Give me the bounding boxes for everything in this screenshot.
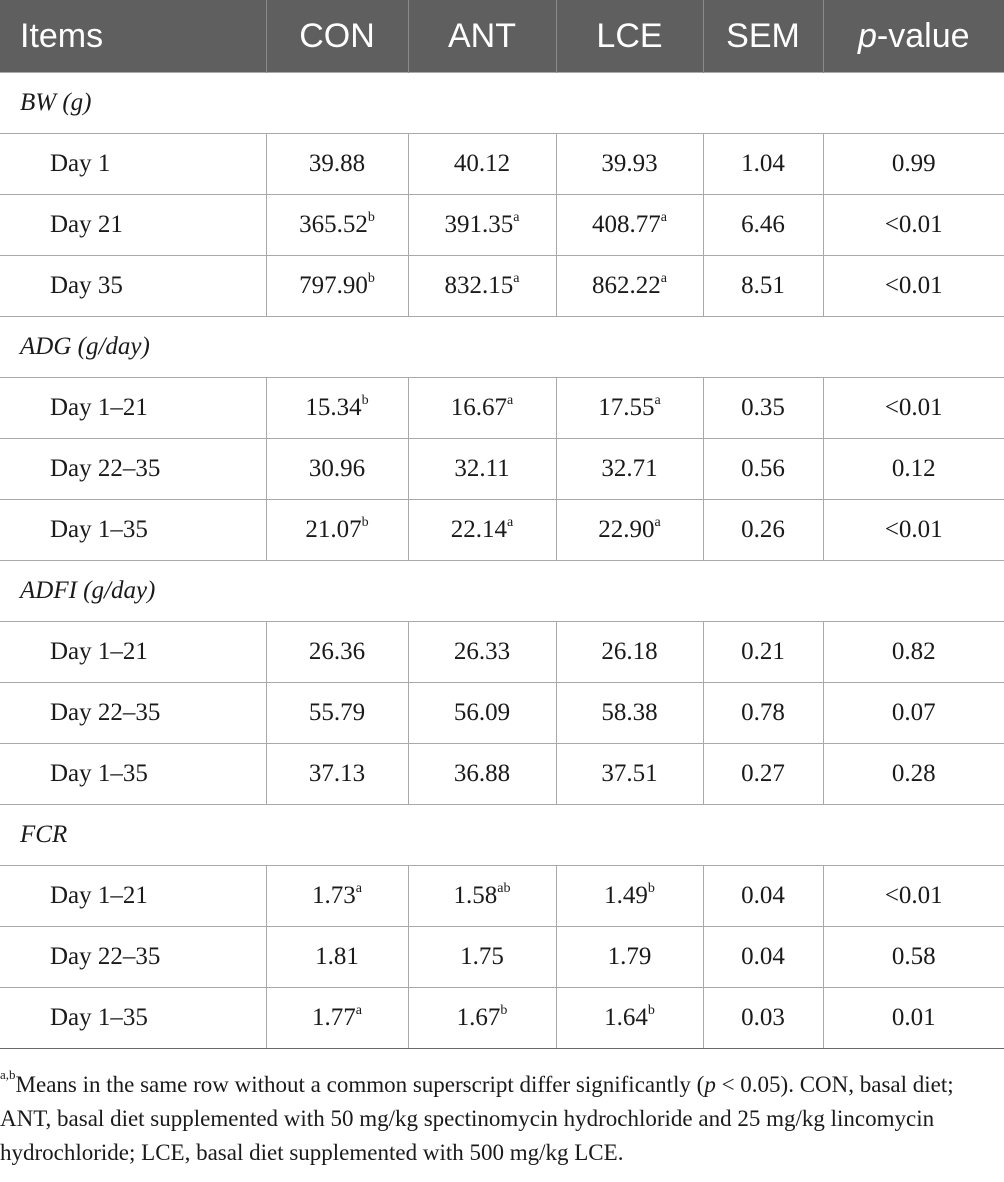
cell-sem-value: 0.78 bbox=[741, 699, 785, 726]
cell-item bbox=[0, 988, 266, 1049]
cell-ant-value: 1.67 bbox=[456, 1004, 501, 1031]
cell-lce-value: 32.71 bbox=[601, 455, 658, 482]
cell-ant-superscript: b bbox=[500, 1003, 508, 1018]
cell-lce-superscript: a bbox=[654, 515, 661, 530]
cell-ant-value: 40.12 bbox=[453, 150, 511, 177]
footnote-text-1: Means in the same row without a common superscript differ significantly ( bbox=[15, 1072, 705, 1097]
cell-item bbox=[0, 500, 266, 561]
cell-ant bbox=[408, 134, 556, 195]
cell-lce-value: 408.77 bbox=[592, 211, 661, 238]
group-row bbox=[0, 805, 1004, 866]
cell-ant-value: 56.09 bbox=[453, 699, 511, 726]
cell-lce-superscript: b bbox=[647, 1003, 655, 1018]
group-row bbox=[0, 561, 1004, 622]
cell-ant-superscript: ab bbox=[497, 881, 511, 896]
cell-con-value: 30.96 bbox=[308, 455, 366, 482]
cell-lce-value: 26.18 bbox=[601, 638, 658, 665]
cell-ant-value: 391.35 bbox=[444, 211, 514, 238]
cell-p-value bbox=[823, 866, 1004, 927]
cell-p-value-value: 0.01 bbox=[891, 1004, 936, 1031]
cell-sem-value: 1.04 bbox=[741, 150, 785, 177]
group-row bbox=[0, 317, 1004, 378]
cell-con bbox=[266, 134, 408, 195]
cell-p-value bbox=[823, 622, 1004, 683]
cell-ant-value: 36.88 bbox=[453, 760, 511, 787]
cell-p-value bbox=[823, 744, 1004, 805]
cell-item-value: Day 1–21 bbox=[50, 638, 148, 665]
cell-lce bbox=[556, 927, 703, 988]
cell-con bbox=[266, 744, 408, 805]
header-con: CON bbox=[266, 0, 408, 73]
header-p-rest: -value bbox=[876, 16, 970, 55]
cell-lce bbox=[556, 988, 703, 1049]
cell-item-value: Day 1–35 bbox=[50, 760, 148, 787]
cell-lce bbox=[556, 866, 703, 927]
group-label: ADFI (g/day) bbox=[0, 561, 1004, 622]
cell-p-value-value: <0.01 bbox=[884, 394, 943, 421]
cell-lce bbox=[556, 500, 703, 561]
cell-p-value-value: <0.01 bbox=[884, 516, 943, 543]
cell-item bbox=[0, 683, 266, 744]
cell-ant bbox=[408, 744, 556, 805]
cell-ant bbox=[408, 622, 556, 683]
header-p-italic: p bbox=[857, 16, 877, 55]
cell-con bbox=[266, 378, 408, 439]
table-row bbox=[0, 500, 1004, 561]
cell-p-value bbox=[823, 195, 1004, 256]
header-sem: SEM bbox=[703, 0, 823, 73]
cell-ant bbox=[408, 500, 556, 561]
cell-con-superscript: a bbox=[355, 881, 362, 896]
cell-sem bbox=[703, 195, 823, 256]
cell-sem bbox=[703, 683, 823, 744]
cell-sem-value: 0.26 bbox=[741, 516, 785, 543]
table-row bbox=[0, 256, 1004, 317]
cell-sem bbox=[703, 439, 823, 500]
cell-con-value: 39.88 bbox=[308, 150, 366, 177]
cell-con-superscript: b bbox=[367, 271, 375, 286]
cell-p-value bbox=[823, 683, 1004, 744]
cell-p-value-value: 0.82 bbox=[891, 638, 936, 665]
cell-sem-value: 0.35 bbox=[741, 394, 785, 421]
cell-con-superscript: b bbox=[361, 515, 369, 530]
cell-ant-superscript: a bbox=[513, 210, 520, 225]
cell-ant-value: 26.33 bbox=[453, 638, 511, 665]
table-row bbox=[0, 134, 1004, 195]
cell-con bbox=[266, 927, 408, 988]
cell-item-value: Day 21 bbox=[50, 211, 123, 238]
header-row bbox=[0, 0, 1004, 73]
cell-lce bbox=[556, 134, 703, 195]
cell-ant-value: 32.11 bbox=[454, 455, 510, 482]
cell-p-value bbox=[823, 378, 1004, 439]
cell-con-value: 1.77 bbox=[312, 1004, 356, 1031]
cell-sem bbox=[703, 927, 823, 988]
cell-sem bbox=[703, 622, 823, 683]
cell-item bbox=[0, 439, 266, 500]
table-row bbox=[0, 622, 1004, 683]
cell-lce-superscript: a bbox=[654, 393, 661, 408]
cell-sem bbox=[703, 744, 823, 805]
cell-p-value bbox=[823, 988, 1004, 1049]
cell-ant-superscript: a bbox=[507, 393, 514, 408]
cell-ant-superscript: a bbox=[513, 271, 520, 286]
cell-con bbox=[266, 622, 408, 683]
cell-ant bbox=[408, 378, 556, 439]
cell-sem bbox=[703, 134, 823, 195]
cell-con-value: 1.73 bbox=[312, 882, 356, 909]
table-row bbox=[0, 439, 1004, 500]
cell-lce-value: 22.90 bbox=[598, 516, 655, 543]
cell-con bbox=[266, 439, 408, 500]
cell-item bbox=[0, 866, 266, 927]
cell-item-value: Day 1–21 bbox=[50, 394, 148, 421]
cell-item bbox=[0, 256, 266, 317]
footnote-p: p bbox=[704, 1072, 716, 1097]
table-row bbox=[0, 195, 1004, 256]
cell-p-value bbox=[823, 439, 1004, 500]
cell-p-value bbox=[823, 927, 1004, 988]
table-row bbox=[0, 683, 1004, 744]
cell-item bbox=[0, 622, 266, 683]
cell-con-value: 365.52 bbox=[299, 211, 368, 238]
cell-ant-value: 22.14 bbox=[450, 516, 508, 543]
cell-lce bbox=[556, 744, 703, 805]
cell-item bbox=[0, 744, 266, 805]
cell-sem bbox=[703, 866, 823, 927]
cell-lce bbox=[556, 622, 703, 683]
cell-ant bbox=[408, 866, 556, 927]
group-label: BW (g) bbox=[0, 73, 1004, 134]
cell-item-value: Day 22–35 bbox=[50, 943, 161, 970]
cell-lce-value: 37.51 bbox=[601, 760, 658, 787]
cell-lce-value: 58.38 bbox=[601, 699, 658, 726]
cell-lce bbox=[556, 683, 703, 744]
cell-con bbox=[266, 195, 408, 256]
cell-sem bbox=[703, 500, 823, 561]
group-label: ADG (g/day) bbox=[0, 317, 1004, 378]
cell-sem-value: 0.04 bbox=[741, 943, 785, 970]
cell-ant bbox=[408, 683, 556, 744]
cell-p-value-value: <0.01 bbox=[884, 272, 943, 299]
cell-sem-value: 0.56 bbox=[741, 455, 785, 482]
cell-lce bbox=[556, 256, 703, 317]
cell-lce-value: 17.55 bbox=[598, 394, 655, 421]
header-lce: LCE bbox=[556, 0, 703, 73]
cell-ant bbox=[408, 988, 556, 1049]
table-header bbox=[0, 0, 1004, 73]
cell-ant-value: 1.58 bbox=[453, 882, 498, 909]
cell-con bbox=[266, 683, 408, 744]
cell-item-value: Day 22–35 bbox=[50, 699, 161, 726]
table-row bbox=[0, 866, 1004, 927]
cell-sem bbox=[703, 378, 823, 439]
table-row bbox=[0, 927, 1004, 988]
cell-lce bbox=[556, 195, 703, 256]
cell-p-value-value: 0.28 bbox=[891, 760, 936, 787]
footnote-text-2: < 0.05). CON, basal diet; ANT, basal diet supplemented with 50 mg/kg spectinomycin hydrochloride and 25 mg/kg lincomycin hydrochloride; LCE, basal diet supplemented with 500 mg/kg LCE. bbox=[0, 1072, 954, 1165]
cell-ant bbox=[408, 195, 556, 256]
cell-con-value: 37.13 bbox=[308, 760, 366, 787]
cell-lce-value: 39.93 bbox=[601, 150, 658, 177]
cell-lce-superscript: a bbox=[660, 271, 667, 286]
cell-con-value: 55.79 bbox=[308, 699, 366, 726]
group-row bbox=[0, 73, 1004, 134]
cell-ant-superscript: a bbox=[507, 515, 514, 530]
cell-p-value-value: 0.99 bbox=[891, 150, 936, 177]
cell-lce-superscript: b bbox=[647, 881, 655, 896]
cell-p-value bbox=[823, 256, 1004, 317]
cell-item bbox=[0, 378, 266, 439]
cell-ant-value: 1.75 bbox=[460, 943, 504, 970]
cell-sem-value: 0.21 bbox=[741, 638, 785, 665]
cell-sem-value: 0.03 bbox=[741, 1004, 785, 1031]
cell-ant-value: 832.15 bbox=[444, 272, 514, 299]
cell-item-value: Day 1 bbox=[50, 150, 111, 177]
cell-con-value: 1.81 bbox=[315, 943, 359, 970]
cell-sem-value: 0.27 bbox=[741, 760, 785, 787]
cell-con-value: 797.90 bbox=[299, 272, 368, 299]
cell-con-value: 26.36 bbox=[308, 638, 366, 665]
cell-p-value-value: 0.58 bbox=[891, 943, 936, 970]
footnote-superscript: a,b bbox=[0, 1067, 16, 1082]
cell-lce bbox=[556, 439, 703, 500]
table-body bbox=[0, 73, 1004, 1049]
cell-ant bbox=[408, 439, 556, 500]
cell-item-value: Day 1–35 bbox=[50, 1004, 148, 1031]
cell-item bbox=[0, 927, 266, 988]
cell-con-superscript: a bbox=[355, 1003, 362, 1018]
table-row bbox=[0, 988, 1004, 1049]
cell-p-value-value: <0.01 bbox=[884, 211, 943, 238]
cell-con bbox=[266, 256, 408, 317]
cell-sem-value: 8.51 bbox=[741, 272, 785, 299]
cell-sem-value: 0.04 bbox=[741, 882, 785, 909]
table-footnote bbox=[0, 1068, 1000, 1170]
header-ant: ANT bbox=[408, 0, 556, 73]
cell-sem bbox=[703, 988, 823, 1049]
cell-p-value-value: <0.01 bbox=[884, 882, 943, 909]
cell-lce-value: 1.79 bbox=[607, 943, 652, 970]
cell-item-value: Day 22–35 bbox=[50, 455, 161, 482]
cell-ant bbox=[408, 256, 556, 317]
cell-lce-value: 862.22 bbox=[592, 272, 661, 299]
cell-con-superscript: b bbox=[361, 393, 369, 408]
cell-sem bbox=[703, 256, 823, 317]
header-p-value bbox=[823, 0, 1004, 73]
cell-con bbox=[266, 988, 408, 1049]
group-label: FCR bbox=[0, 805, 1004, 866]
cell-p-value-value: 0.12 bbox=[891, 455, 936, 482]
table-row bbox=[0, 744, 1004, 805]
cell-lce-superscript: a bbox=[660, 210, 667, 225]
header-items: Items bbox=[0, 0, 266, 73]
cell-p-value-value: 0.07 bbox=[891, 699, 936, 726]
cell-p-value bbox=[823, 134, 1004, 195]
cell-con-value: 15.34 bbox=[305, 394, 362, 421]
cell-p-value bbox=[823, 500, 1004, 561]
cell-con bbox=[266, 866, 408, 927]
cell-lce-value: 1.49 bbox=[604, 882, 648, 909]
cell-item bbox=[0, 195, 266, 256]
cell-con-value: 21.07 bbox=[305, 516, 362, 543]
cell-item bbox=[0, 134, 266, 195]
cell-con bbox=[266, 500, 408, 561]
cell-item-value: Day 1–35 bbox=[50, 516, 148, 543]
cell-con-superscript: b bbox=[367, 210, 375, 225]
cell-sem-value: 6.46 bbox=[741, 211, 785, 238]
table-row bbox=[0, 378, 1004, 439]
cell-ant bbox=[408, 927, 556, 988]
cell-ant-value: 16.67 bbox=[450, 394, 508, 421]
cell-item-value: Day 1–21 bbox=[50, 882, 148, 909]
cell-item-value: Day 35 bbox=[50, 272, 123, 299]
cell-lce bbox=[556, 378, 703, 439]
cell-lce-value: 1.64 bbox=[604, 1004, 648, 1031]
